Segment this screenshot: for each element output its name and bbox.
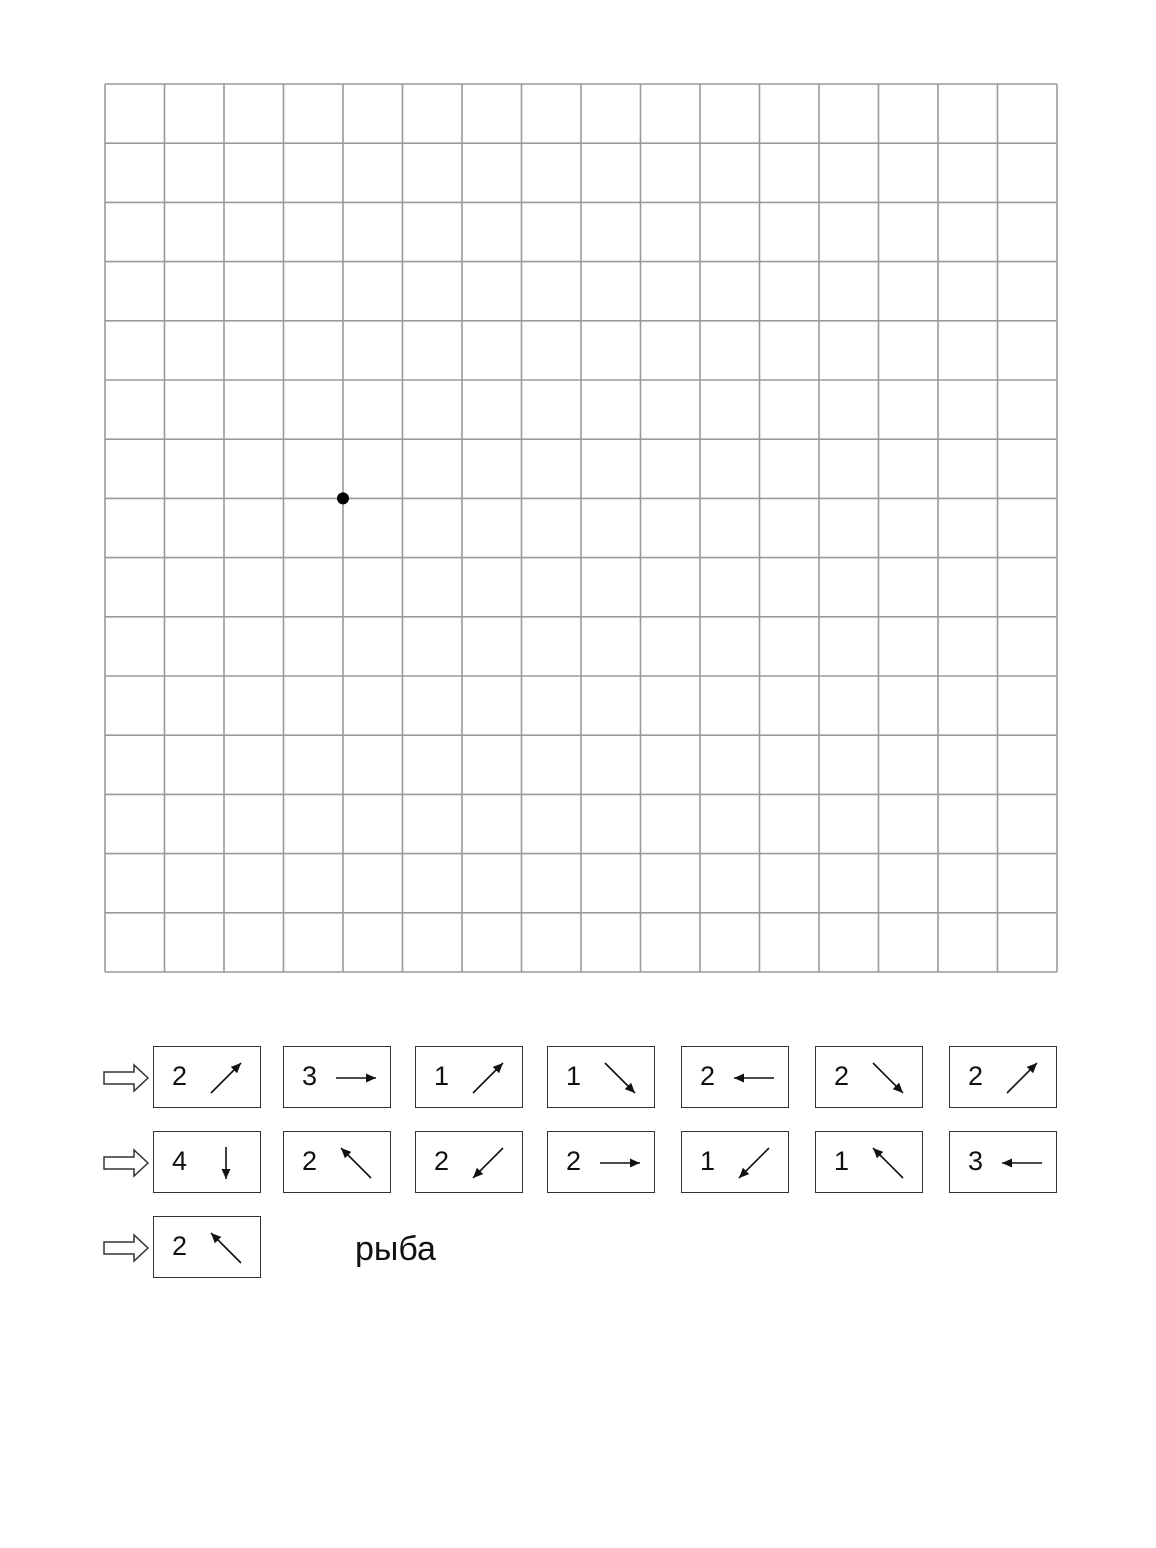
row-start-arrow-icon (102, 1063, 150, 1093)
step-box (681, 1131, 789, 1193)
arrow-down-left-icon (416, 1132, 524, 1194)
arrow-down-icon (154, 1132, 262, 1194)
start-point-dot (337, 492, 349, 504)
step-count: 3 (302, 1061, 318, 1091)
step-box (949, 1046, 1057, 1108)
step-count: 2 (302, 1146, 318, 1176)
step-box (415, 1131, 523, 1193)
arrow-up-right-icon (154, 1047, 262, 1109)
step-box (283, 1131, 391, 1193)
step-box (815, 1131, 923, 1193)
step-count: 2 (566, 1146, 582, 1176)
step-count: 2 (434, 1146, 450, 1176)
step-count: 2 (700, 1061, 716, 1091)
arrow-left-icon (682, 1047, 790, 1109)
step-count: 1 (700, 1146, 716, 1176)
arrow-up-left-icon (284, 1132, 392, 1194)
step-box (681, 1046, 789, 1108)
arrow-down-right-icon (548, 1047, 656, 1109)
row-start-arrow-icon (102, 1233, 150, 1263)
step-box (153, 1046, 261, 1108)
step-count: 2 (834, 1061, 850, 1091)
arrow-right-icon (548, 1132, 656, 1194)
step-box (815, 1046, 923, 1108)
row-start-arrow-icon (102, 1148, 150, 1178)
step-count: 2 (968, 1061, 984, 1091)
step-count: 2 (172, 1061, 188, 1091)
arrow-down-left-icon (682, 1132, 790, 1194)
answer-word: рыба (355, 1230, 436, 1268)
step-count: 1 (566, 1061, 582, 1091)
step-count: 1 (434, 1061, 450, 1091)
arrow-left-icon (950, 1132, 1058, 1194)
step-box (949, 1131, 1057, 1193)
arrow-right-icon (284, 1047, 392, 1109)
step-count: 4 (172, 1146, 188, 1176)
step-count: 1 (834, 1146, 850, 1176)
step-box (283, 1046, 391, 1108)
step-box (153, 1131, 261, 1193)
arrow-down-right-icon (816, 1047, 924, 1109)
step-count: 3 (968, 1146, 984, 1176)
arrow-up-left-icon (816, 1132, 924, 1194)
step-count: 2 (172, 1231, 188, 1261)
step-box (547, 1046, 655, 1108)
step-box (415, 1046, 523, 1108)
step-box (153, 1216, 261, 1278)
step-box (547, 1131, 655, 1193)
arrow-up-left-icon (154, 1217, 262, 1279)
arrow-up-right-icon (950, 1047, 1058, 1109)
arrow-up-right-icon (416, 1047, 524, 1109)
